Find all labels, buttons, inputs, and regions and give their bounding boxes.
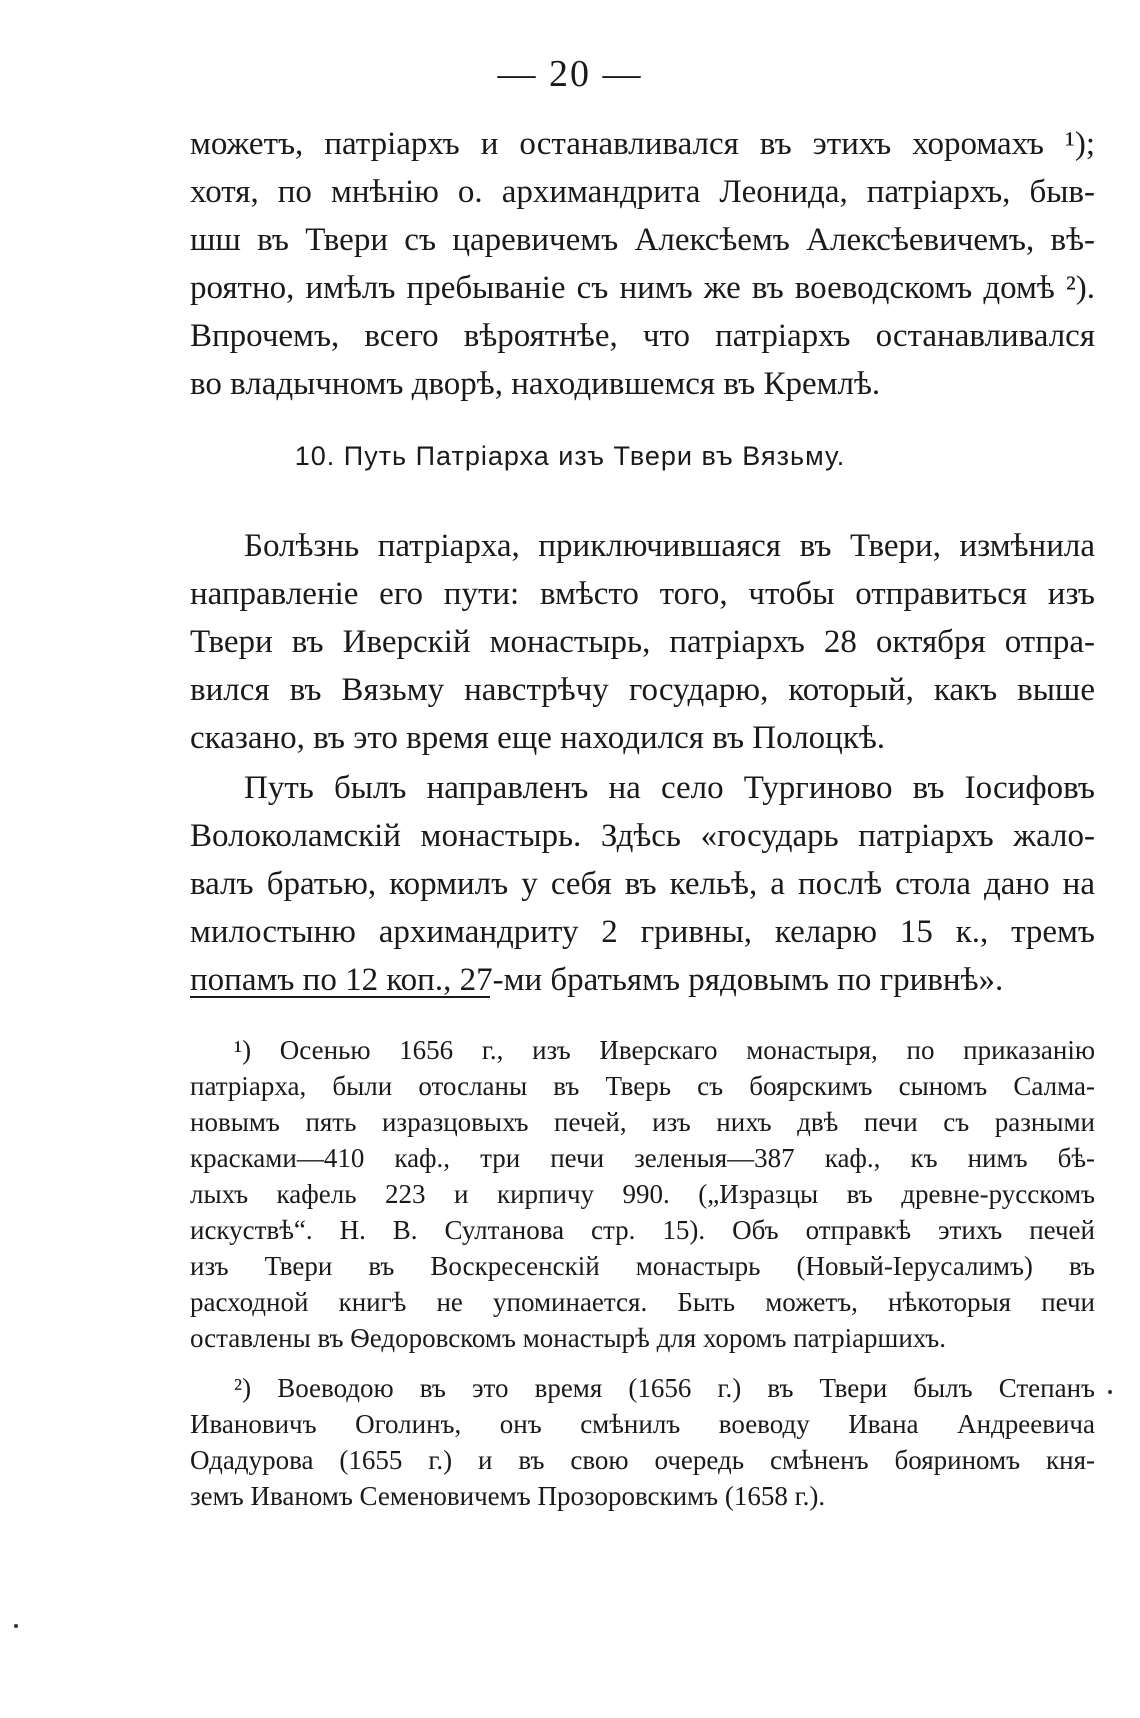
print-speck [1108, 1390, 1112, 1394]
paragraph-illness [190, 522, 1095, 762]
first-line-wrap [190, 1370, 1095, 1406]
footnote-line: патріарха, были отосланы въ Тверь съ боярскимъ сыномъ Салма- [190, 1071, 1095, 1101]
text-line: Волоколамскій монастырь. Здѣсь «государь патріархъ жало- [190, 818, 1095, 854]
text-line: Путь былъ направленъ на село Тургиново въ Іосифовъ [244, 770, 1095, 806]
text-line: направленіе его пути: вмѣсто того, чтобы отправиться изъ [190, 576, 1095, 612]
first-line-wrap [190, 1032, 1095, 1068]
text-line: попамъ по 12 коп., 27-ми братьямъ рядовымъ по гривнѣ». [190, 962, 1004, 998]
paragraph-continued [190, 120, 1095, 408]
text-line: сказано, въ это время еще находился въ Полоцкѣ. [190, 720, 886, 756]
footnote-divider [190, 996, 490, 998]
footnote-line: земъ Иваномъ Семеновичемъ Прозоровскимъ (1658 г.). [190, 1481, 826, 1511]
text-line: шш въ Твери съ царевичемъ Алексѣемъ Алексѣевичемъ, вѣ- [190, 222, 1095, 258]
paragraph-route [190, 764, 1095, 1004]
footnote-line: искуствѣ“. Н. В. Султанова стр. 15). Объ отправкѣ этихъ печей [190, 1215, 1095, 1245]
first-line-wrap [190, 522, 1095, 570]
footnote-1 [190, 1032, 1095, 1356]
paragraph-indent [190, 1032, 234, 1068]
text-line: роятно, имѣлъ пребываніе съ нимъ же въ воеводскомъ домѣ ²). [190, 270, 1095, 306]
text-line: Болѣзнь патріарха, приключившаяся въ Твери, измѣнила [244, 528, 1095, 564]
text-line: милостыню архимандриту 2 гривны, келарю 15 к., тремъ [190, 914, 1095, 950]
paragraph-indent [190, 764, 244, 812]
text-line: валъ братью, кормилъ у себя въ кельѣ, а послѣ стола дано на [190, 866, 1095, 902]
footnote-line: изъ Твери въ Воскресенскій монастырь (Новый-Іерусалимъ) въ [190, 1251, 1095, 1281]
page-number: — 20 — [497, 53, 643, 95]
footnote-line: красками—410 каф., три печи зеленыя—387 каф., къ нимъ бѣ- [190, 1143, 1095, 1173]
footnote-line: лыхъ кафель 223 и кирпичу 990. („Изразцы въ древне-русскомъ [190, 1179, 1095, 1209]
footnote-line: Одадурова (1655 г.) и въ свою очередь смѣненъ бояриномъ кня- [190, 1445, 1095, 1475]
text-line: можетъ, патріархъ и останавливался въ этихъ хоромахъ ¹); [190, 126, 1095, 162]
footnote-line: новымъ пять изразцовыхъ печей, изъ нихъ двѣ печи съ разными [190, 1107, 1095, 1137]
text-line: Впрочемъ, всего вѣроятнѣе, что патріархъ останавливался [190, 318, 1095, 354]
footnote-line: ²) Воеводою въ это время (1656 г.) въ Твери былъ Степанъ [234, 1373, 1095, 1403]
footnote-line: Ивановичъ Оголинъ, онъ смѣнилъ воеводу Ивана Андреевича [190, 1409, 1095, 1439]
footnote-2 [190, 1370, 1095, 1514]
footnote-line: расходной книгѣ не упоминается. Быть можетъ, нѣкоторыя печи [190, 1287, 1095, 1317]
footnote-line: ¹) Осенью 1656 г., изъ Иверскаго монастыря, по приказанію [234, 1035, 1095, 1065]
text-line: Твери въ Иверскій монастырь, патріархъ 28 октября отпра- [190, 624, 1095, 660]
text-line: во владычномъ дворѣ, находившемся въ Кремлѣ. [190, 366, 881, 402]
print-speck [14, 1624, 18, 1628]
text-line: вился въ Вязьму навстрѣчу государю, который, какъ выше [190, 672, 1095, 708]
first-line-wrap [190, 764, 1095, 812]
section-heading: 10. Путь Патріарха изъ Твери въ Вязьму. [294, 441, 846, 471]
text-line: хотя, по мнѣнію о. архимандрита Леонида, патріархъ, быв- [190, 174, 1095, 210]
paragraph-indent [190, 1370, 234, 1406]
footnote-line: оставлены въ Ѳедоровскомъ монастырѣ для хоромъ патріаршихъ. [190, 1323, 946, 1353]
paragraph-indent [190, 522, 244, 570]
